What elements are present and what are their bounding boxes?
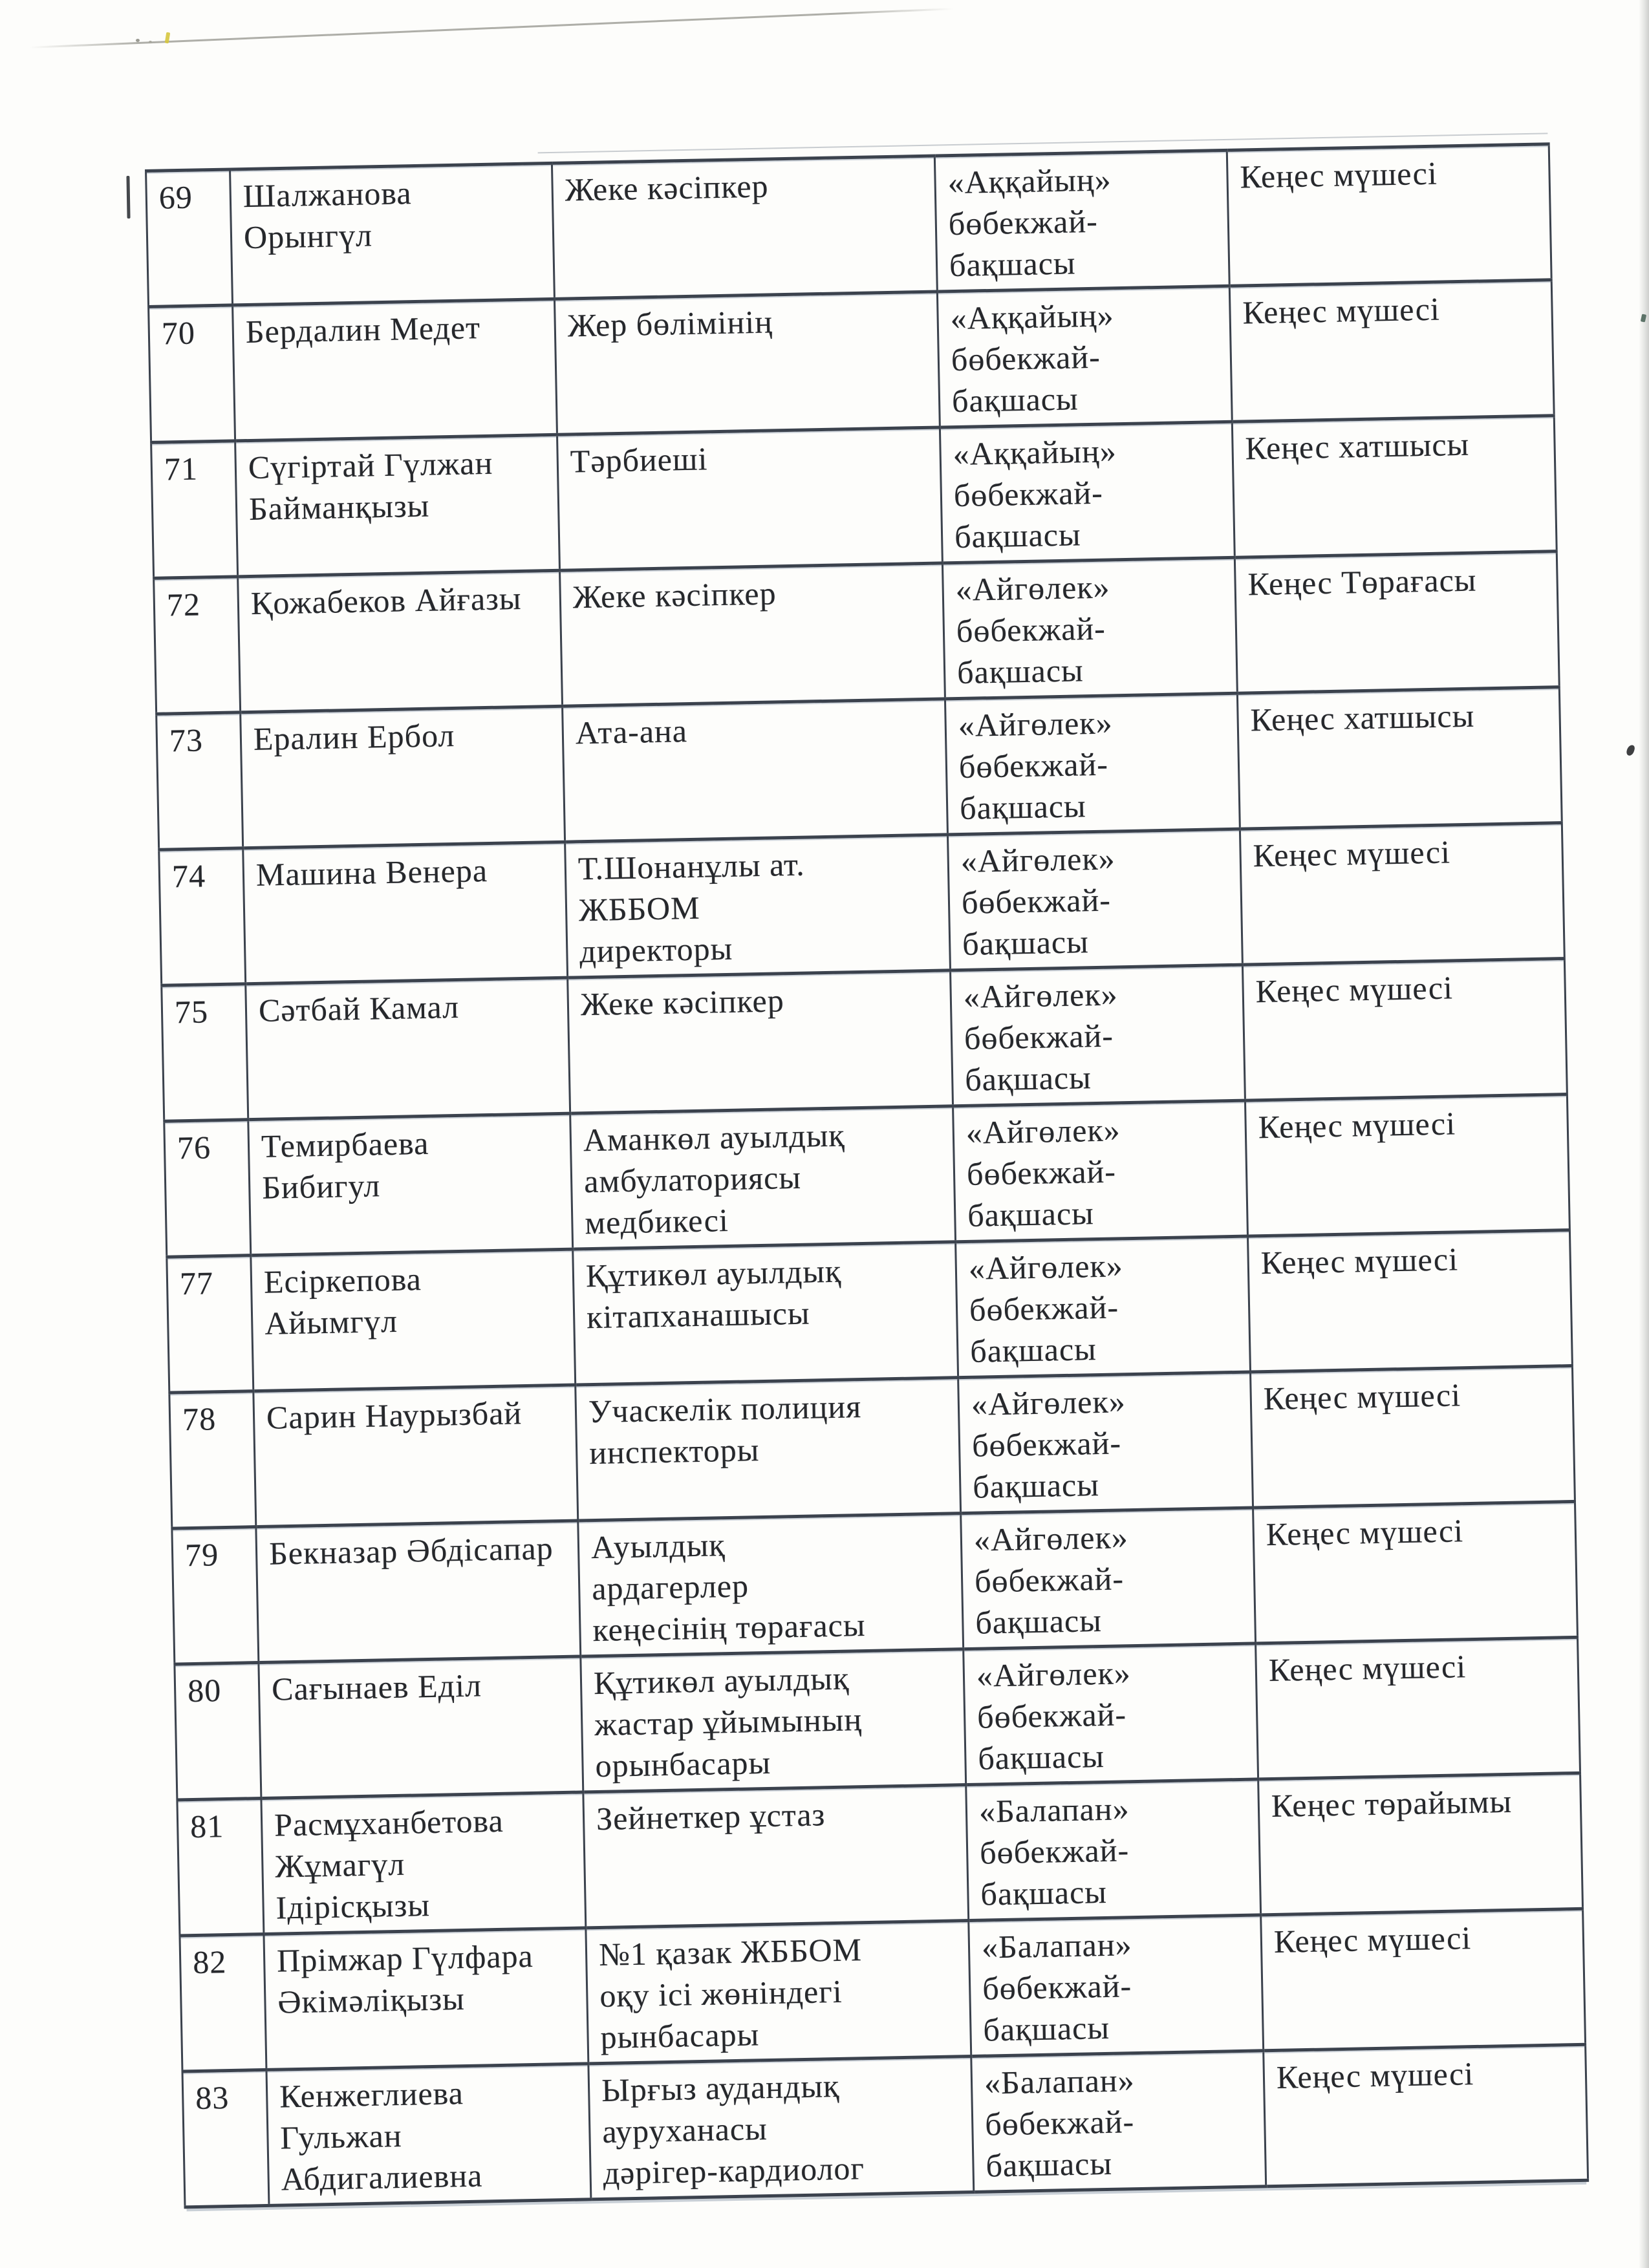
- cell-council-role: Кеңес мүшесі: [1256, 1637, 1580, 1779]
- cell-council-role: Кеңес мүшесі: [1245, 1095, 1569, 1237]
- table-row: [172, 1501, 1578, 1664]
- cell-row-number: 77: [167, 1256, 253, 1393]
- cell-member-name: Машина Венера: [243, 842, 568, 984]
- cell-row-number: 82: [180, 1934, 266, 2071]
- scan-speck-right-comma: [1626, 744, 1636, 757]
- table-row: [162, 959, 1568, 1122]
- table-tilt-wrapper: [145, 142, 1587, 2209]
- table-row: [169, 1365, 1575, 1528]
- table-row: [149, 280, 1555, 443]
- cell-row-number: 72: [154, 577, 241, 714]
- cell-position: Учаскелік полиция инспекторы: [576, 1378, 961, 1521]
- cell-position: Тәрбиеші: [557, 427, 942, 570]
- cell-organization: «Аққайың» бөбекжай- бақшасы: [937, 286, 1232, 427]
- table-row: [177, 1773, 1583, 1936]
- cell-position: Ырғыз аудандық ауруханасы дәрігер-кардиолог: [588, 2057, 974, 2199]
- cell-organization: «Айгөлек» бөбекжай- бақшасы: [942, 557, 1237, 699]
- cell-position: Ата-ана: [563, 699, 948, 842]
- cell-row-number: 75: [162, 984, 248, 1121]
- table-row: [146, 144, 1552, 307]
- cell-member-name: Сағынаев Еділ: [259, 1656, 583, 1799]
- cell-council-role: Кеңес хатшысы: [1237, 687, 1562, 829]
- cell-member-name: Кенжеглиева Гульжан Абдигалиевна: [266, 2064, 591, 2206]
- table-row: [154, 551, 1560, 714]
- cell-organization: «Айгөлек» бөбекжай- бақшасы: [945, 693, 1240, 835]
- cell-position: Құтикөл ауылдық кітапханашысы: [573, 1242, 958, 1385]
- cell-organization: «Айгөлек» бөбекжай- бақшасы: [953, 1100, 1248, 1242]
- cell-organization: «Аққайың» бөбекжай- бақшасы: [940, 422, 1234, 563]
- cell-member-name: Темирбаева Бибигул: [248, 1113, 573, 1256]
- cell-council-role: Кеңес мүшесі: [1242, 959, 1567, 1101]
- cell-position: Жер бөлімінің: [554, 292, 940, 434]
- cell-council-role: Кеңес мүшесі: [1247, 1230, 1572, 1373]
- cell-council-role: Кеңес Төрағасы: [1234, 551, 1559, 694]
- cell-council-role: Кеңес мүшесі: [1227, 144, 1551, 286]
- cell-row-number: 80: [175, 1663, 261, 1800]
- cell-organization: «Балапан» бөбекжай- бақшасы: [971, 2051, 1266, 2192]
- cell-council-role: Кеңес төрайымы: [1258, 1773, 1583, 1915]
- cell-row-number: 73: [156, 712, 243, 850]
- cell-position: Құтикөл ауылдық жастар ұйымының орынбасары: [581, 1649, 966, 1792]
- cell-row-number: 78: [169, 1391, 256, 1528]
- cell-position: Аманкөл ауылдық амбулаториясы медбикесі: [570, 1106, 956, 1249]
- scan-speck-gray-dot: [149, 41, 152, 43]
- cell-row-number: 70: [149, 305, 235, 442]
- cell-council-role: Кеңес хатшысы: [1232, 416, 1557, 558]
- table-row: [182, 2044, 1588, 2207]
- cell-member-name: Есіркепова Айымгүл: [251, 1249, 576, 1391]
- cell-position: Жеке кәсіпкер: [568, 970, 953, 1113]
- cell-row-number: 83: [182, 2070, 269, 2207]
- cell-row-number: 69: [146, 169, 233, 306]
- cell-row-number: 71: [151, 441, 238, 578]
- cell-council-role: Кеңес мүшесі: [1240, 823, 1564, 965]
- cell-row-number: 81: [177, 1799, 264, 1936]
- table-row: [175, 1637, 1580, 1800]
- cell-member-name: Сарин Наурызбай: [253, 1385, 578, 1527]
- cell-member-name: Бердалин Медет: [233, 299, 557, 441]
- scan-right-edge-shadow: [1639, 0, 1649, 2268]
- cell-row-number: 79: [172, 1527, 259, 1664]
- cell-member-name: Бекназар Әбдісапар: [256, 1521, 581, 1663]
- cell-position: Ауылдық ардагерлер кеңесінің төрағасы: [578, 1514, 964, 1656]
- scan-speck-gray-dot: [136, 39, 140, 42]
- cell-organization: «Балапан» бөбекжай- бақшасы: [966, 1779, 1261, 1921]
- cell-organization: «Айгөлек» бөбекжай- бақшасы: [964, 1643, 1258, 1785]
- cell-member-name: Ералин Ербол: [241, 706, 565, 848]
- table-row: [180, 1909, 1586, 2071]
- council-members-table: [145, 142, 1589, 2209]
- cell-member-name: Прімжар Гүлфара Әкімәліқызы: [264, 1928, 588, 2070]
- cell-position: Т.Шонанұлы ат. ЖББОМ директоры: [565, 835, 951, 978]
- cell-council-role: Кеңес мүшесі: [1264, 2044, 1588, 2187]
- table-row: [167, 1230, 1573, 1393]
- table-row: [159, 823, 1565, 986]
- cell-member-name: Сәтбай Камал: [246, 978, 570, 1120]
- cell-council-role: Кеңес мүшесі: [1251, 1365, 1575, 1508]
- table-row: [151, 416, 1557, 579]
- cell-row-number: 74: [159, 848, 246, 985]
- cell-member-name: Қожабеков Айғазы: [238, 570, 563, 712]
- cell-organization: «Айгөлек» бөбекжай- бақшасы: [961, 1508, 1256, 1649]
- cell-council-role: Кеңес мүшесі: [1261, 1909, 1586, 2051]
- cell-member-name: Расмұханбетова Жұмагүл Ідірісқызы: [261, 1792, 586, 1934]
- table-row: [164, 1095, 1570, 1257]
- cell-organization: «Айгөлек» бөбекжай- бақшасы: [947, 829, 1242, 970]
- cell-position: Жеке кәсіпкер: [560, 563, 945, 706]
- cell-member-name: Сүгіртай Гүлжан Байманқызы: [235, 434, 560, 577]
- cell-council-role: Кеңес мүшесі: [1229, 280, 1554, 422]
- cell-organization: «Айгөлек» бөбекжай- бақшасы: [956, 1236, 1251, 1378]
- cell-position: Зейнеткер ұстаз: [583, 1785, 969, 1928]
- cell-position: №1 қазак ЖББОМ оқу ісі жөніндегі рынбасары: [586, 1921, 971, 2064]
- cell-organization: «Балапан» бөбекжай- бақшасы: [969, 1915, 1264, 2057]
- cell-position: Жеке кәсіпкер: [552, 156, 937, 299]
- scan-speck-left-margin-tick: [126, 176, 130, 219]
- cell-organization: «Айгөлек» бөбекжай- бақшасы: [958, 1372, 1253, 1514]
- cell-organization: «Айгөлек» бөбекжай- бақшасы: [951, 965, 1245, 1106]
- cell-row-number: 76: [164, 1120, 251, 1257]
- cell-council-role: Кеңес мүшесі: [1253, 1501, 1578, 1643]
- cell-organization: «Аққайың» бөбекжай- бақшасы: [934, 150, 1229, 292]
- table-row: [156, 687, 1562, 850]
- cell-member-name: Шалжанова Орынгүл: [230, 163, 555, 305]
